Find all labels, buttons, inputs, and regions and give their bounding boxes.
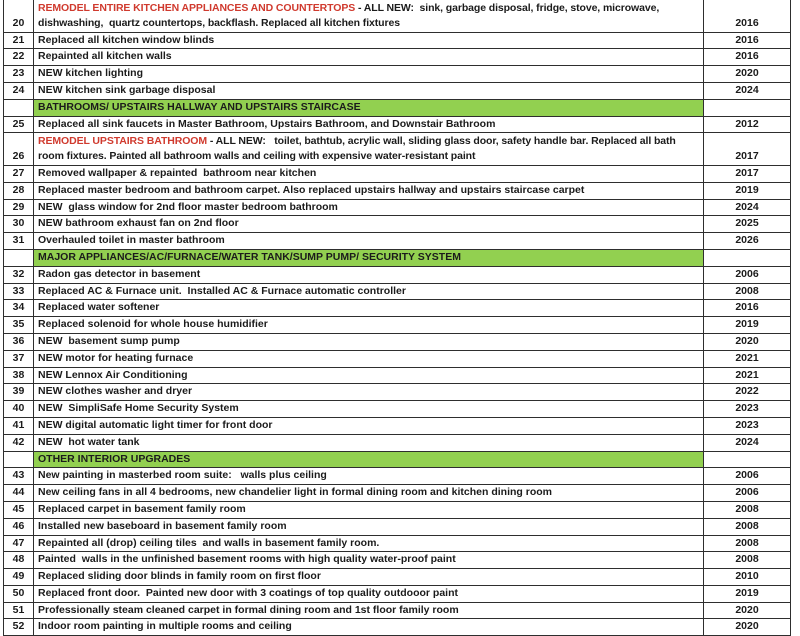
section-header-label: MAJOR APPLIANCES/AC/FURNACE/WATER TANK/SUMP PUMP/ SECURITY SYSTEM	[34, 249, 704, 266]
row-description-text: NEW digital automatic light timer for front door	[38, 418, 273, 431]
table-row	[4, 300, 791, 317]
row-year-cell: 2017	[704, 133, 791, 166]
row-year-cell: 2019	[704, 585, 791, 602]
row-description-text: Professionally steam cleaned carpet in formal dining room and 1st floor family room	[38, 603, 459, 616]
row-number-cell: 50	[4, 585, 34, 602]
row-description-cell	[34, 283, 704, 300]
row-year-cell: 2006	[704, 266, 791, 283]
row-year-cell: 2024	[704, 434, 791, 451]
row-description-text: NEW glass window for 2nd floor master bedroom bathroom	[38, 200, 338, 213]
row-number-cell: 23	[4, 66, 34, 83]
row-number-cell: 42	[4, 434, 34, 451]
row-year-cell: 2024	[704, 199, 791, 216]
section-empty-number-cell	[4, 99, 34, 116]
row-year-cell: 2016	[704, 0, 791, 32]
row-description-text: Installed new baseboard in basement family room	[38, 519, 287, 532]
row-description-cell	[34, 82, 704, 99]
row-year-cell: 2020	[704, 602, 791, 619]
table-row	[4, 485, 791, 502]
row-description-cell	[34, 182, 704, 199]
table-row	[4, 283, 791, 300]
row-number-cell: 20	[4, 0, 34, 32]
row-description-cell	[34, 485, 704, 502]
row-number-cell: 43	[4, 468, 34, 485]
table-row	[4, 434, 791, 451]
table-row	[4, 518, 791, 535]
row-description-cell	[34, 602, 704, 619]
row-number-cell: 51	[4, 602, 34, 619]
row-number-cell: 48	[4, 552, 34, 569]
row-description-text: New ceiling fans in all 4 bedrooms, new chandelier light in formal dining room and kitchen dining room	[38, 486, 552, 499]
row-year-cell: 2017	[704, 165, 791, 182]
section-empty-number-cell	[4, 249, 34, 266]
row-number-cell: 27	[4, 165, 34, 182]
row-description-cell	[34, 350, 704, 367]
row-year-cell: 2012	[704, 116, 791, 133]
row-description-text: NEW motor for heating furnace	[38, 351, 194, 364]
row-description-cell	[34, 66, 704, 83]
section-header-row	[4, 249, 791, 266]
table-row	[4, 552, 791, 569]
row-number-cell: 40	[4, 401, 34, 418]
row-year-cell: 2008	[704, 283, 791, 300]
row-description-text: NEW hot water tank	[38, 435, 140, 448]
table-row	[4, 333, 791, 350]
row-year-cell: 2021	[704, 367, 791, 384]
row-description-cell	[34, 116, 704, 133]
row-number-cell: 49	[4, 569, 34, 586]
row-description-text: NEW bathroom exhaust fan on 2nd floor	[38, 217, 239, 230]
table-row	[4, 535, 791, 552]
row-description-cell	[34, 417, 704, 434]
table-row	[4, 116, 791, 133]
table-row	[4, 32, 791, 49]
row-description-cell	[34, 333, 704, 350]
row-description-text: Replaced carpet in basement family room	[38, 502, 246, 515]
row-description-text: Replaced master bedroom and bathroom carpet. Also replaced upstairs hallway and upstairs staircase carpet	[38, 183, 585, 196]
section-empty-year-cell	[704, 249, 791, 266]
row-description-text: Replaced front door. Painted new door with 3 coatings of top quality outdooor paint	[38, 586, 458, 599]
row-description-text: - ALL NEW: toilet, bathtub, acrylic wall, sliding glass door, safety handle bar. Replaced all bath room fixtures. Painted all bathroom walls and ceiling with expensive water-resistant paint	[38, 135, 679, 163]
row-description-cell	[34, 552, 704, 569]
table-row	[4, 216, 791, 233]
table-row	[4, 468, 791, 485]
row-year-cell: 2020	[704, 66, 791, 83]
row-year-cell: 2024	[704, 82, 791, 99]
table-row	[4, 350, 791, 367]
row-description-text: NEW Lennox Air Conditioning	[38, 368, 188, 381]
row-description-text: Replaced AC & Furnace unit. Installed AC & Furnace automatic controller	[38, 284, 406, 297]
row-number-cell: 44	[4, 485, 34, 502]
row-year-cell: 2006	[704, 468, 791, 485]
row-description-cell	[34, 434, 704, 451]
row-description-cell	[34, 32, 704, 49]
row-description-cell	[34, 518, 704, 535]
row-description-text: NEW SimpliSafe Home Security System	[38, 402, 239, 415]
row-number-cell: 25	[4, 116, 34, 133]
row-description-cell	[34, 535, 704, 552]
row-description-cell	[34, 619, 704, 636]
row-description-text: Replaced all sink faucets in Master Bathroom, Upstairs Bathroom, and Downstair Bathroom	[38, 117, 496, 130]
row-description-cell	[34, 317, 704, 334]
row-number-cell: 41	[4, 417, 34, 434]
table-row	[4, 384, 791, 401]
section-empty-number-cell	[4, 451, 34, 468]
row-number-cell: 37	[4, 350, 34, 367]
row-number-cell: 30	[4, 216, 34, 233]
row-description-text: Replaced all kitchen window blinds	[38, 33, 215, 46]
section-header-row	[4, 99, 791, 116]
row-year-cell: 2016	[704, 49, 791, 66]
table-row	[4, 367, 791, 384]
section-header-row	[4, 451, 791, 468]
row-description-text: Overhauled toilet in master bathroom	[38, 234, 225, 247]
row-year-cell: 2022	[704, 384, 791, 401]
row-description-text: Indoor room painting in multiple rooms and ceiling	[38, 620, 292, 633]
row-year-cell: 2023	[704, 401, 791, 418]
row-number-cell: 28	[4, 182, 34, 199]
row-number-cell: 31	[4, 233, 34, 250]
row-number-cell: 26	[4, 133, 34, 166]
row-year-cell: 2010	[704, 569, 791, 586]
section-empty-year-cell	[704, 99, 791, 116]
row-description-highlight: REMODEL UPSTAIRS BATHROOM	[38, 135, 208, 148]
row-description-cell	[34, 569, 704, 586]
table-row	[4, 501, 791, 518]
row-number-cell: 34	[4, 300, 34, 317]
row-description-cell	[34, 367, 704, 384]
row-number-cell: 47	[4, 535, 34, 552]
row-description-text: New painting in masterbed room suite: walls plus ceiling	[38, 469, 327, 482]
row-description-cell	[34, 300, 704, 317]
row-year-cell: 2025	[704, 216, 791, 233]
row-description-text: NEW kitchen lighting	[38, 67, 143, 80]
row-description-cell	[34, 233, 704, 250]
row-description-cell	[34, 585, 704, 602]
row-description-text: Radon gas detector in basement	[38, 267, 201, 280]
row-description-text: - ALL NEW: sink, garbage disposal, fridge, stove, microwave, dishwashing, quartz countertops, backflash. Replaced all kitchen fixtures	[38, 2, 662, 29]
table-row	[4, 199, 791, 216]
row-description-cell	[34, 266, 704, 283]
row-number-cell: 24	[4, 82, 34, 99]
table-row	[4, 585, 791, 602]
row-number-cell: 39	[4, 384, 34, 401]
row-number-cell: 29	[4, 199, 34, 216]
row-year-cell: 2006	[704, 485, 791, 502]
row-year-cell: 2008	[704, 518, 791, 535]
table-row	[4, 133, 791, 166]
improvements-table	[3, 0, 791, 636]
row-description-text: Painted walls in the unfinished basement rooms with high quality water-proof paint	[38, 553, 456, 566]
table-row	[4, 182, 791, 199]
row-number-cell: 36	[4, 333, 34, 350]
table-row	[4, 0, 791, 32]
table-row	[4, 569, 791, 586]
table-row	[4, 619, 791, 636]
table-row	[4, 49, 791, 66]
row-number-cell: 45	[4, 501, 34, 518]
row-description-text: Repainted all kitchen walls	[38, 50, 172, 63]
row-year-cell: 2016	[704, 32, 791, 49]
row-description-text: NEW basement sump pump	[38, 334, 180, 347]
table-row	[4, 401, 791, 418]
row-year-cell: 2008	[704, 535, 791, 552]
row-year-cell: 2008	[704, 552, 791, 569]
row-number-cell: 32	[4, 266, 34, 283]
table-row	[4, 602, 791, 619]
table-body	[4, 0, 791, 636]
row-description-cell	[34, 199, 704, 216]
row-description-text: Repainted all (drop) ceiling tiles and walls in basement family room.	[38, 536, 380, 549]
row-year-cell: 2020	[704, 619, 791, 636]
row-year-cell: 2016	[704, 300, 791, 317]
row-year-cell: 2008	[704, 501, 791, 518]
row-number-cell: 46	[4, 518, 34, 535]
row-number-cell: 22	[4, 49, 34, 66]
row-description-cell	[34, 216, 704, 233]
section-header-label: BATHROOMS/ UPSTAIRS HALLWAY AND UPSTAIRS STAIRCASE	[34, 99, 704, 116]
row-number-cell: 35	[4, 317, 34, 334]
row-description-text: NEW kitchen sink garbage disposal	[38, 83, 216, 96]
row-description-highlight: REMODEL ENTIRE KITCHEN APPLIANCES AND COUNTERTOPS	[38, 2, 356, 14]
table-row	[4, 266, 791, 283]
row-description-cell	[34, 133, 704, 166]
table-row	[4, 317, 791, 334]
row-description-text: Replaced water softener	[38, 301, 160, 314]
row-description-cell	[34, 401, 704, 418]
row-year-cell: 2021	[704, 350, 791, 367]
row-number-cell: 21	[4, 32, 34, 49]
row-description-cell	[34, 468, 704, 485]
row-description-text: NEW clothes washer and dryer	[38, 385, 193, 398]
table-row	[4, 165, 791, 182]
row-description-text: Replaced sliding door blinds in family room on first floor	[38, 570, 321, 583]
row-year-cell: 2026	[704, 233, 791, 250]
row-description-cell	[34, 501, 704, 518]
row-year-cell: 2023	[704, 417, 791, 434]
table-row	[4, 417, 791, 434]
table-row	[4, 66, 791, 83]
row-description-cell	[34, 384, 704, 401]
row-number-cell: 52	[4, 619, 34, 636]
section-header-label: OTHER INTERIOR UPGRADES	[34, 451, 704, 468]
row-description-cell	[34, 0, 704, 32]
row-year-cell: 2019	[704, 317, 791, 334]
row-year-cell: 2019	[704, 182, 791, 199]
row-description-text: Replaced solenoid for whole house humidifier	[38, 318, 268, 331]
table-row	[4, 233, 791, 250]
table-row	[4, 82, 791, 99]
row-number-cell: 38	[4, 367, 34, 384]
row-description-cell	[34, 49, 704, 66]
row-description-cell	[34, 165, 704, 182]
section-empty-year-cell	[704, 451, 791, 468]
row-number-cell: 33	[4, 283, 34, 300]
row-description-text: Removed wallpaper & repainted bathroom near kitchen	[38, 166, 317, 179]
row-year-cell: 2020	[704, 333, 791, 350]
